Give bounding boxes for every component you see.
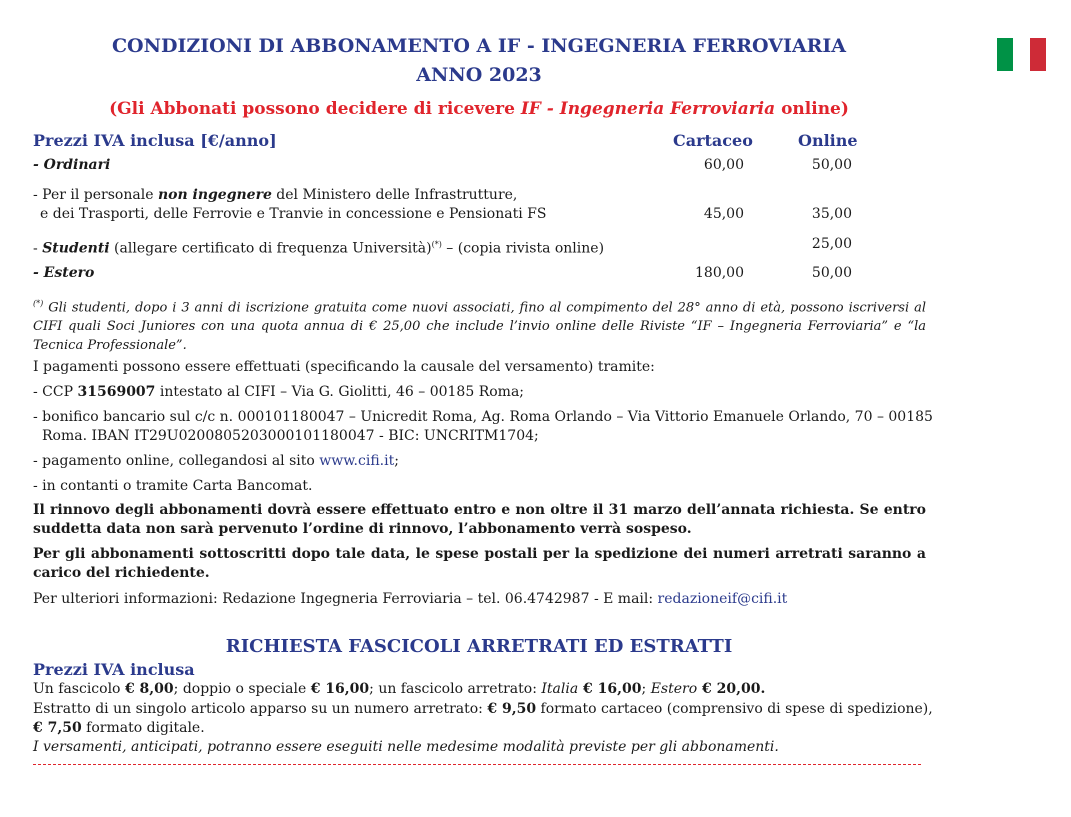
fascicoli-line2 <box>33 700 933 719</box>
cifi-website-link[interactable]: www.cifi.it <box>319 453 395 469</box>
page-subtitle <box>0 98 958 120</box>
payments-intro: I pagamenti possono essere effettuati (specificando la causale del versamento) tramite: <box>33 359 655 375</box>
personale-pre: - Per il personale <box>33 187 158 203</box>
f1-t4: ; <box>641 681 651 697</box>
studenti-dash: - <box>33 240 43 257</box>
studenti-text: (allegare certificato di frequenza Università) <box>109 240 432 257</box>
f1-i1: Italia <box>541 681 579 697</box>
f1-i2: Estero <box>650 681 698 697</box>
info-contact <box>33 590 787 609</box>
row-personale-cartaceo: 45,00 <box>703 206 744 222</box>
col-cartaceo: Cartaceo <box>673 131 753 150</box>
row-ordinari-label: - Ordinari <box>33 157 111 173</box>
ccp-number: 31569007 <box>77 384 156 400</box>
f2-p1: € 9,50 <box>487 701 537 717</box>
payment-online <box>33 452 399 471</box>
fascicoli-line4: I versamenti, anticipati, potranno essere eseguiti nelle medesime modalità previste per gli abbonamenti. <box>33 739 779 755</box>
payment-ccp <box>33 383 524 402</box>
page-title-year: ANNO 2023 <box>416 64 542 86</box>
flag-white-stripe <box>1013 38 1029 71</box>
rinnovo-notice: Il rinnovo degli abbonamenti dovrà essere effettuato entro e non oltre il 31 marzo dell’annata richiesta. Se entro suddetta data non sarà pervenuto l’ordine di rinnovo, l’abbonamento verrà sospeso. <box>33 502 926 537</box>
row-personale-line1 <box>33 186 517 205</box>
ccp-post: intestato al CIFI – Via G. Giolitti, 46 – 00185 Roma; <box>155 384 525 400</box>
f1-p4: € 20,00. <box>697 681 766 697</box>
subtitle-em: IF - Ingegneria Ferroviaria <box>520 99 776 119</box>
online-pre: - pagamento online, collegandosi al sito <box>33 453 320 469</box>
row-estero-label: - Estero <box>33 265 95 281</box>
studenti-footnote <box>33 294 926 355</box>
row-estero-online: 50,00 <box>811 265 852 281</box>
payment-bonifico-line2: Roma. IBAN IT29U0200805203000101180047 - BIC: UNCRITM1704; <box>42 428 539 444</box>
fascicoli-heading: Prezzi IVA inclusa <box>33 660 195 679</box>
ccp-pre: - CCP <box>33 384 78 400</box>
fascicoli-line1 <box>33 680 765 699</box>
prices-heading: Prezzi IVA inclusa [€/anno] <box>33 131 277 150</box>
studenti-sup: (*) <box>431 240 442 249</box>
row-studenti-online: 25,00 <box>811 236 852 252</box>
row-ordinari-online: 50,00 <box>811 157 852 173</box>
row-personale-online: 35,00 <box>811 206 852 222</box>
email-link[interactable]: redazioneif@cifi.it <box>657 591 788 607</box>
col-online: Online <box>798 131 858 150</box>
online-post: ; <box>394 453 399 469</box>
row-personale-line2: e dei Trasporti, delle Ferrovie e Tranvie in concessione e Pensionati FS <box>40 206 547 222</box>
personale-post: del Ministero delle Infrastrutture, <box>271 187 518 203</box>
f1-p3: € 16,00 <box>578 681 642 697</box>
f1-t1: Un fascicolo <box>33 681 125 697</box>
fascicoli-line3 <box>33 719 205 738</box>
studenti-em: Studenti <box>42 240 110 257</box>
dashed-divider <box>33 764 921 765</box>
f3-p1: € 7,50 <box>33 720 82 736</box>
arretrati-notice: Per gli abbonamenti sottoscritti dopo tale data, le spese postali per la spedizione dei numeri arretrati saranno a carico del richiedente. <box>33 546 926 581</box>
f1-p2: € 16,00 <box>310 681 370 697</box>
row-studenti-label <box>33 235 604 259</box>
footnote-text: Gli studenti, dopo i 3 anni di iscrizione gratuita come nuovi associati, fino al compimento del 28° anno di età, possono iscriversi al CIFI quali Soci Juniores con una quota annua di € 25,00 che include l’invio online delle Riviste “IF – Ingegneria Ferroviaria” e “la Tecnica Professionale”. <box>33 300 926 354</box>
row-estero-cartaceo: 180,00 <box>695 265 744 281</box>
flag-red-stripe <box>1030 38 1046 71</box>
row-ordinari-cartaceo: 60,00 <box>703 157 744 173</box>
f3-t1: formato digitale. <box>81 720 205 736</box>
payment-bonifico-line1: - bonifico bancario sul c/c n. 000101180047 – Unicredit Roma, Ag. Roma Orlando – Via Vittorio Emanuele Orlando, 70 – 00185 <box>33 409 933 425</box>
page-title: CONDIZIONI DI ABBONAMENTO A IF - INGEGNERIA FERROVIARIA <box>111 35 847 57</box>
footnote-sup: (*) <box>33 299 44 308</box>
personale-em: non ingegnere <box>157 187 272 203</box>
payment-contanti: - in contanti o tramite Carta Bancomat. <box>33 478 313 494</box>
f1-p1: € 8,00 <box>124 681 174 697</box>
f1-t3: ; un fascicolo arretrato: <box>369 681 542 697</box>
fascicoli-title: RICHIESTA FASCICOLI ARRETRATI ED ESTRATTI <box>225 636 733 657</box>
f2-t1: Estratto di un singolo articolo apparso su un numero arretrato: <box>33 701 488 717</box>
info-pre: Per ulteriori informazioni: Redazione Ingegneria Ferroviaria – tel. 06.4742987 - E mail: <box>33 591 658 607</box>
studenti-post: – (copia rivista online) <box>441 240 605 257</box>
subtitle-pre: (Gli Abbonati possono decidere di ricevere <box>109 99 521 119</box>
f1-t2: ; doppio o speciale <box>173 681 311 697</box>
subtitle-post: online) <box>775 99 849 119</box>
flag-green-stripe <box>997 38 1013 71</box>
italian-flag-icon <box>997 38 1046 71</box>
f2-t2: formato cartaceo (comprensivo di spese di spedizione), <box>536 701 933 717</box>
